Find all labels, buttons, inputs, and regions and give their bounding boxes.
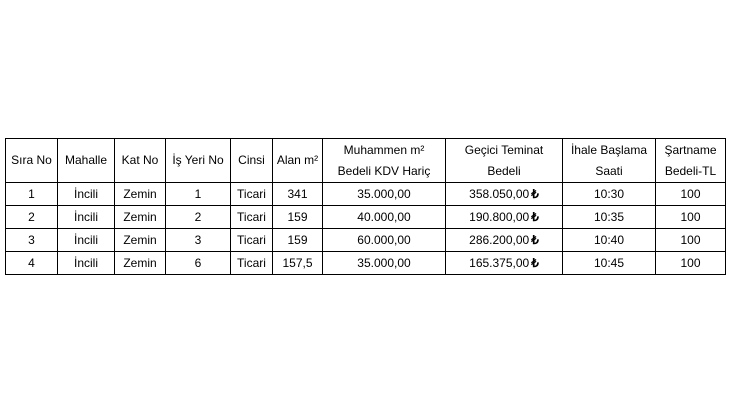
cell-ihale-saati: 10:30	[563, 183, 656, 206]
cell-alan: 341	[273, 183, 323, 206]
table-row	[6, 183, 726, 206]
cell-sartname: 100	[656, 206, 726, 229]
header-sartname: Şartname Bedeli-TL	[656, 139, 726, 183]
cell-muhammen: 60.000,00	[323, 229, 446, 252]
lira-symbol: ₺	[531, 256, 539, 270]
cell-teminat	[446, 206, 563, 229]
cell-cinsi: Ticari	[231, 206, 273, 229]
cell-mahalle: İncili	[58, 183, 115, 206]
header-teminat: Geçici Teminat Bedeli	[446, 139, 563, 183]
cell-cinsi: Ticari	[231, 252, 273, 275]
cell-cinsi: Ticari	[231, 229, 273, 252]
cell-mahalle: İncili	[58, 252, 115, 275]
cell-sira-no: 3	[6, 229, 58, 252]
cell-kat-no: Zemin	[115, 252, 166, 275]
lira-symbol: ₺	[531, 233, 539, 247]
cell-teminat	[446, 252, 563, 275]
header-sira-no: Sıra No	[6, 139, 58, 183]
cell-sira-no: 4	[6, 252, 58, 275]
tender-table	[5, 138, 726, 275]
cell-ihale-saati: 10:35	[563, 206, 656, 229]
header-cinsi: Cinsi	[231, 139, 273, 183]
lira-symbol: ₺	[531, 210, 539, 224]
cell-kat-no: Zemin	[115, 229, 166, 252]
table-header	[6, 139, 726, 183]
cell-is-yeri-no: 2	[166, 206, 231, 229]
table-row	[6, 252, 726, 275]
cell-ihale-saati: 10:40	[563, 229, 656, 252]
header-row	[6, 139, 726, 183]
cell-is-yeri-no: 1	[166, 183, 231, 206]
lira-symbol: ₺	[531, 187, 539, 201]
header-kat-no: Kat No	[115, 139, 166, 183]
teminat-amount: 286.200,00	[469, 233, 530, 247]
cell-is-yeri-no: 3	[166, 229, 231, 252]
cell-ihale-saati: 10:45	[563, 252, 656, 275]
header-muhammen: Muhammen m² Bedeli KDV Hariç	[323, 139, 446, 183]
cell-teminat	[446, 183, 563, 206]
cell-is-yeri-no: 6	[166, 252, 231, 275]
cell-muhammen: 35.000,00	[323, 183, 446, 206]
cell-cinsi: Ticari	[231, 183, 273, 206]
teminat-amount: 165.375,00	[469, 256, 530, 270]
table-row	[6, 206, 726, 229]
header-mahalle: Mahalle	[58, 139, 115, 183]
cell-sira-no: 2	[6, 206, 58, 229]
cell-alan: 159	[273, 229, 323, 252]
cell-alan: 157,5	[273, 252, 323, 275]
cell-sira-no: 1	[6, 183, 58, 206]
cell-alan: 159	[273, 206, 323, 229]
cell-kat-no: Zemin	[115, 183, 166, 206]
cell-sartname: 100	[656, 229, 726, 252]
header-alan: Alan m²	[273, 139, 323, 183]
cell-muhammen: 35.000,00	[323, 252, 446, 275]
cell-mahalle: İncili	[58, 206, 115, 229]
table-row	[6, 229, 726, 252]
cell-sartname: 100	[656, 183, 726, 206]
cell-mahalle: İncili	[58, 229, 115, 252]
cell-muhammen: 40.000,00	[323, 206, 446, 229]
teminat-amount: 358.050,00	[469, 187, 530, 201]
cell-teminat	[446, 229, 563, 252]
header-is-yeri-no: İş Yeri No	[166, 139, 231, 183]
table-body	[6, 183, 726, 275]
cell-sartname: 100	[656, 252, 726, 275]
teminat-amount: 190.800,00	[469, 210, 530, 224]
cell-kat-no: Zemin	[115, 206, 166, 229]
header-ihale-saati: İhale Başlama Saati	[563, 139, 656, 183]
